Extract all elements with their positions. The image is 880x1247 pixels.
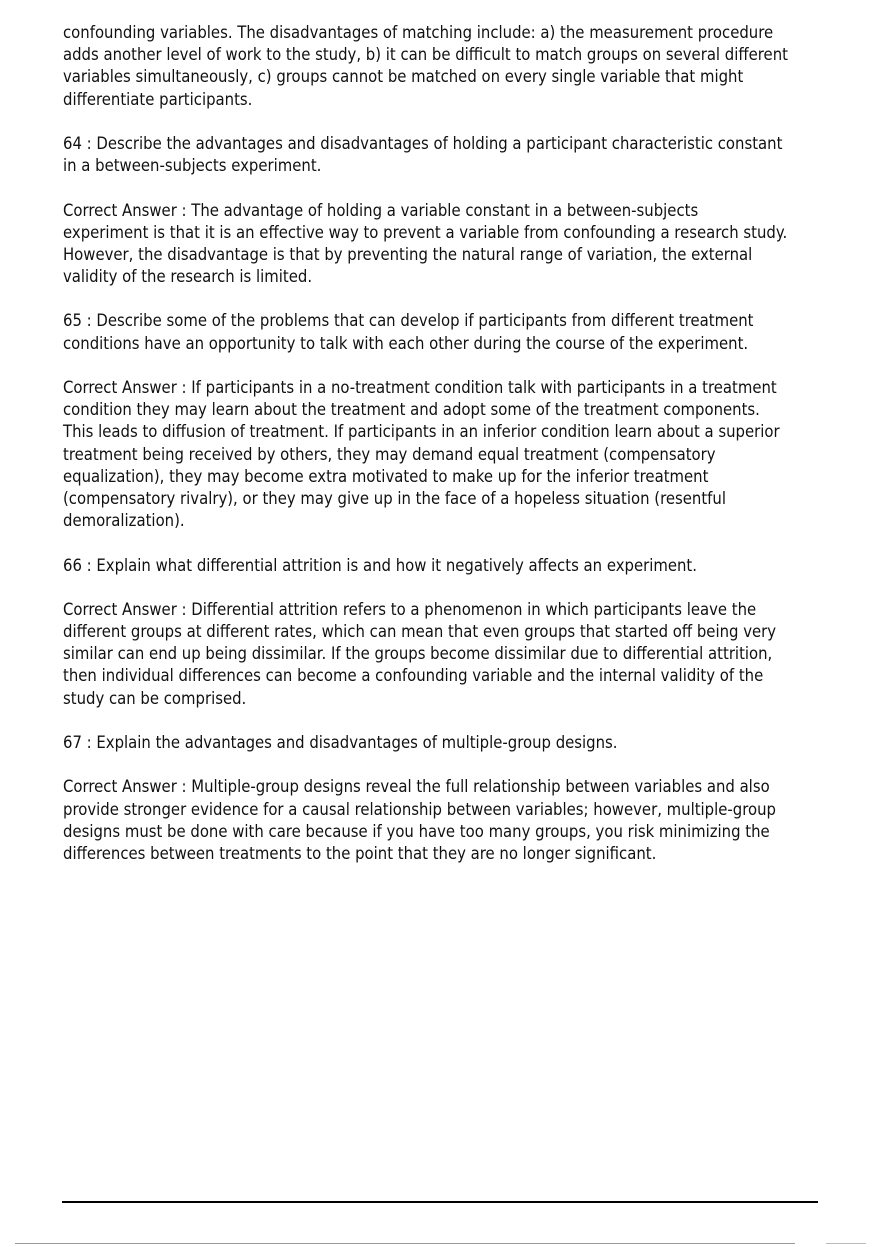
text-line: Correct Answer : Multiple-group designs reveal the full relationship between variables and also	[63, 777, 770, 798]
text-line: Correct Answer : If participants in a no-treatment condition talk with participants in a treatment	[63, 378, 777, 398]
text-line: conditions have an opportunity to talk with each other during the course of the experiment.	[63, 333, 749, 354]
answer-paragraph	[63, 776, 863, 865]
footer-divider	[62, 1201, 818, 1203]
text-line: similar can end up being dissimilar. If the groups become dissimilar due to differential attrition,	[63, 644, 773, 665]
text-line: then individual differences can become a confounding variable and the internal validity of the	[63, 666, 764, 687]
text-line: Correct Answer : Differential attrition refers to a phenomenon in which participants leave the	[63, 599, 757, 620]
text-line: confounding variables. The disadvantages of matching include: a) the measurement procedure	[63, 23, 774, 43]
text-line: 67 : Explain the advantages and disadvantages of multiple-group designs.	[63, 733, 618, 753]
text-line: 65 : Describe some of the problems that can develop if participants from different treatment	[63, 311, 754, 332]
page-bottom-mark	[826, 1243, 866, 1244]
text-line: different groups at different rates, which can mean that even groups that started off being very	[63, 622, 777, 643]
question-paragraph	[63, 555, 863, 577]
page-bottom-line	[15, 1243, 795, 1244]
text-line: 66 : Explain what differential attrition is and how it negatively affects an experiment.	[63, 555, 697, 576]
text-line: Correct Answer : The advantage of holding a variable constant in a between-subjects	[63, 200, 699, 221]
text-line: This leads to diffusion of treatment. If participants in an inferior condition learn about a superior	[63, 422, 780, 443]
text-line: differentiate participants.	[63, 89, 253, 110]
text-line: (compensatory rivalry), or they may give up in the face of a hopeless situation (resentful	[63, 488, 726, 509]
text-line: provide stronger evidence for a causal relationship between variables; however, multiple-group	[63, 799, 776, 820]
question-paragraph	[63, 133, 863, 177]
question-paragraph	[63, 732, 863, 754]
text-line: adds another level of work to the study, b) it can be difficult to match groups on several different	[63, 45, 788, 66]
continued-answer-paragraph	[63, 22, 863, 111]
answer-paragraph	[63, 200, 863, 289]
text-line: differences between treatments to the point that they are no longer significant.	[63, 843, 657, 864]
text-line: validity of the research is limited.	[63, 267, 313, 288]
text-line: variables simultaneously, c) groups cannot be matched on every single variable that might	[63, 67, 744, 88]
text-line: equalization), they may become extra motivated to make up for the inferior treatment	[63, 466, 709, 487]
text-line: in a between-subjects experiment.	[63, 156, 322, 177]
question-paragraph	[63, 310, 863, 354]
text-line: experiment is that it is an effective way to prevent a variable from confounding a research study.	[63, 222, 788, 243]
text-line: However, the disadvantage is that by preventing the natural range of variation, the external	[63, 244, 753, 265]
text-line: designs must be done with care because if you have too many groups, you risk minimizing the	[63, 821, 770, 842]
text-line: treatment being received by others, they may demand equal treatment (compensatory	[63, 444, 716, 465]
text-line: study can be comprised.	[63, 688, 247, 709]
answer-paragraph	[63, 377, 863, 532]
text-line: 64 : Describe the advantages and disadvantages of holding a participant characteristic constant	[63, 133, 783, 154]
answer-paragraph	[63, 599, 863, 710]
text-line: demoralization).	[63, 511, 185, 532]
text-line: condition they may learn about the treatment and adopt some of the treatment components.	[63, 400, 760, 421]
document-body	[63, 22, 863, 887]
